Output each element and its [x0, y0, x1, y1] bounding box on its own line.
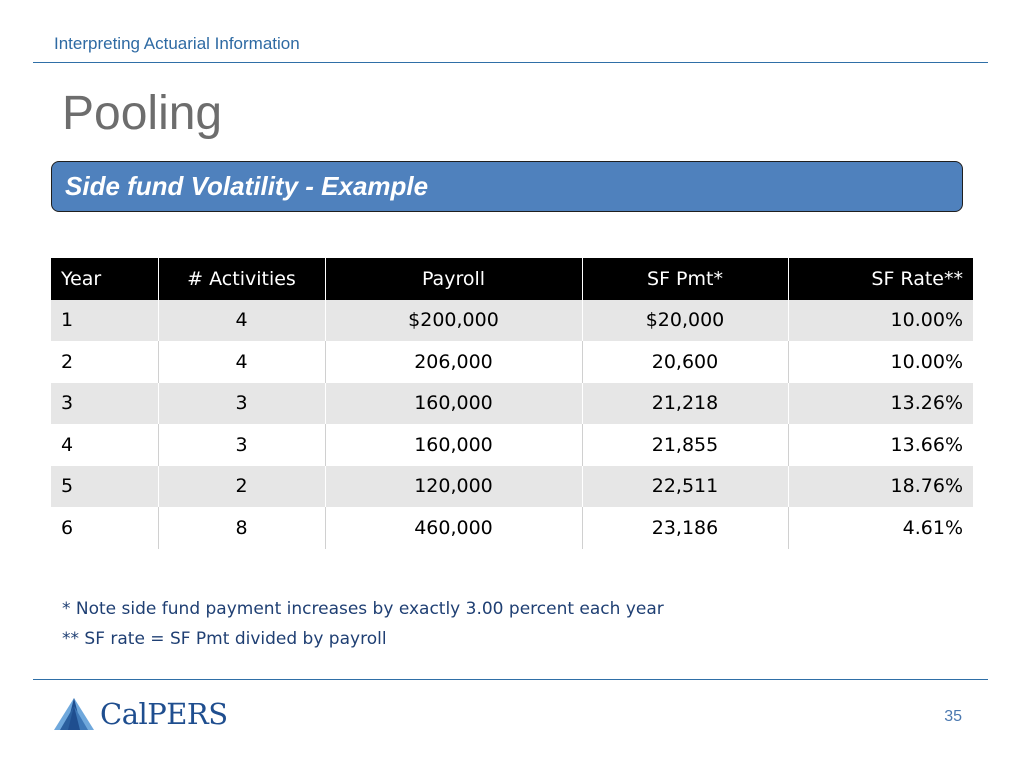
table-row	[51, 341, 973, 383]
cell-sf-pmt: 20,600	[582, 341, 788, 383]
column-header-sf-rate: SF Rate**	[788, 258, 973, 300]
cell-payroll: 206,000	[325, 341, 582, 383]
cell-sf-rate: 10.00%	[788, 341, 973, 383]
cell-year: 5	[51, 466, 158, 508]
triangle-logo-icon	[52, 696, 96, 732]
footnotes	[62, 594, 664, 654]
cell-sf-pmt: $20,000	[582, 300, 788, 342]
cell-activities: 3	[158, 424, 325, 466]
column-header-sf-pmt: SF Pmt*	[582, 258, 788, 300]
cell-activities: 4	[158, 341, 325, 383]
cell-year: 6	[51, 507, 158, 549]
top-divider	[33, 62, 988, 63]
table-header-row	[51, 258, 973, 300]
cell-sf-pmt: 22,511	[582, 466, 788, 508]
table-row	[51, 424, 973, 466]
cell-sf-rate: 18.76%	[788, 466, 973, 508]
cell-year: 4	[51, 424, 158, 466]
table-row	[51, 383, 973, 425]
cell-sf-rate: 13.26%	[788, 383, 973, 425]
cell-activities: 8	[158, 507, 325, 549]
cell-sf-rate: 4.61%	[788, 507, 973, 549]
table-row	[51, 300, 973, 342]
cell-sf-rate: 10.00%	[788, 300, 973, 342]
cell-payroll: $200,000	[325, 300, 582, 342]
table-row	[51, 466, 973, 508]
cell-payroll: 120,000	[325, 466, 582, 508]
banner-text: Side fund Volatility - Example	[65, 171, 429, 201]
cell-year: 2	[51, 341, 158, 383]
footnote: * Note side fund payment increases by exactly 3.00 percent each year	[62, 599, 664, 619]
logo-wordmark: CalPERS	[100, 697, 228, 731]
page-number: 35	[944, 708, 962, 725]
column-header-payroll: Payroll	[325, 258, 582, 300]
calpers-logo	[52, 696, 228, 732]
footnote: ** SF rate = SF Pmt divided by payroll	[62, 629, 387, 649]
cell-sf-rate: 13.66%	[788, 424, 973, 466]
bottom-divider	[33, 679, 988, 680]
header-label: Interpreting Actuarial Information	[54, 34, 300, 53]
cell-sf-pmt: 21,855	[582, 424, 788, 466]
cell-payroll: 160,000	[325, 424, 582, 466]
column-header-year: Year	[51, 258, 158, 300]
cell-year: 3	[51, 383, 158, 425]
slide-title: Pooling	[62, 87, 223, 140]
cell-activities: 4	[158, 300, 325, 342]
cell-year: 1	[51, 300, 158, 342]
cell-sf-pmt: 23,186	[582, 507, 788, 549]
data-table	[51, 258, 973, 549]
column-header-activities: # Activities	[158, 258, 325, 300]
cell-sf-pmt: 21,218	[582, 383, 788, 425]
cell-activities: 2	[158, 466, 325, 508]
cell-payroll: 160,000	[325, 383, 582, 425]
cell-activities: 3	[158, 383, 325, 425]
section-banner	[51, 161, 963, 212]
cell-payroll: 460,000	[325, 507, 582, 549]
table-row	[51, 507, 973, 549]
